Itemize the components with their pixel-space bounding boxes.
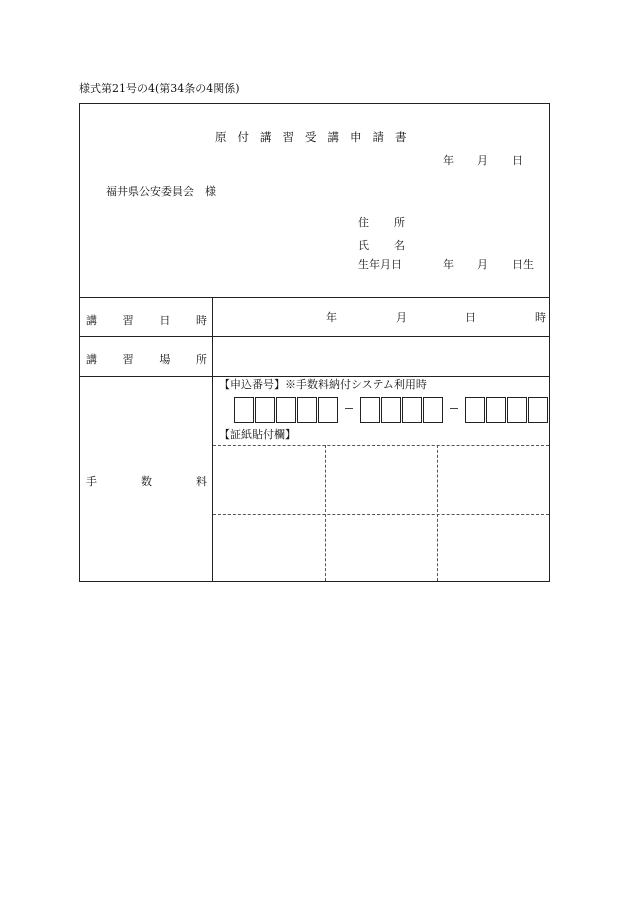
- course-hour-label: 時: [535, 311, 546, 324]
- row-divider-place: [79, 376, 550, 377]
- course-datetime-label-char-2: 習: [122, 314, 134, 327]
- addressee: 福井県公安委員会 様: [106, 185, 216, 198]
- stamp-area-label: 【証紙貼付欄】: [219, 428, 296, 441]
- course-day-label: 日: [465, 311, 476, 324]
- course-place-label-char-3: 場: [159, 353, 171, 366]
- header-divider: [79, 297, 550, 298]
- name-label-char-2: 名: [394, 239, 405, 252]
- application-number-digit-box[interactable]: [423, 397, 443, 423]
- fee-label: [86, 473, 207, 489]
- application-number-digit-box[interactable]: [507, 397, 527, 423]
- separator-dash: [450, 408, 458, 409]
- course-datetime-label-char-4: 時: [195, 314, 207, 327]
- stamp-grid-middle: [213, 514, 549, 515]
- course-datetime-label: [86, 312, 207, 328]
- name-label: [358, 237, 405, 253]
- application-number-digit-box[interactable]: [318, 397, 338, 423]
- fee-label-char-1: 手: [86, 475, 97, 488]
- course-month-label: 月: [396, 311, 407, 324]
- name-label-char-1: 氏: [358, 239, 369, 252]
- fee-label-char-2: 数: [141, 475, 152, 488]
- application-form-frame: [79, 103, 550, 582]
- address-label-char-2: 所: [394, 216, 405, 229]
- application-number-digit-box[interactable]: [486, 397, 506, 423]
- application-number-digit-box[interactable]: [360, 397, 380, 423]
- label-column-divider: [212, 297, 213, 582]
- application-number-separator: [444, 397, 465, 423]
- address-label-char-1: 住: [358, 216, 369, 229]
- date-day-label: 日: [512, 154, 523, 167]
- application-number-digit-box[interactable]: [276, 397, 296, 423]
- application-number-digit-box[interactable]: [255, 397, 275, 423]
- application-number-digit-box[interactable]: [528, 397, 548, 423]
- course-year-label: 年: [326, 311, 337, 324]
- course-datetime-label-char-3: 日: [159, 314, 171, 327]
- birth-month-label: 月: [477, 258, 488, 271]
- birth-year-label: 年: [443, 258, 454, 271]
- application-number-digit-box[interactable]: [402, 397, 422, 423]
- form-title: 原付講習受講申請書: [215, 130, 418, 144]
- application-number-digit-box[interactable]: [297, 397, 317, 423]
- course-datetime-label-char-1: 講: [86, 314, 97, 327]
- date-year-label: 年: [443, 154, 454, 167]
- stamp-grid-col-2: [437, 445, 438, 581]
- course-place-label-char-1: 講: [86, 353, 97, 366]
- application-number-digit-box[interactable]: [234, 397, 254, 423]
- birth-day-label: 日生: [512, 258, 534, 271]
- application-number-digit-box[interactable]: [465, 397, 485, 423]
- row-divider-datetime: [79, 336, 550, 337]
- application-number-digit-box[interactable]: [381, 397, 401, 423]
- form-number-label: 様式第21号の4(第34条の4関係): [79, 82, 240, 95]
- separator-dash: [345, 408, 353, 409]
- address-label: [358, 214, 405, 230]
- application-number-separator: [339, 397, 360, 423]
- course-place-label-char-2: 習: [122, 353, 134, 366]
- course-place-label-char-4: 所: [195, 353, 207, 366]
- stamp-grid-col-1: [325, 445, 326, 581]
- stamp-grid-top: [213, 445, 549, 446]
- birth-date-label: 生年月日: [358, 258, 402, 271]
- course-place-label: [86, 351, 207, 367]
- application-number-boxes[interactable]: [234, 397, 549, 423]
- application-number-label: 【申込番号】※手数料納付システム利用時: [219, 378, 427, 391]
- fee-label-char-3: 料: [196, 475, 207, 488]
- date-month-label: 月: [477, 154, 488, 167]
